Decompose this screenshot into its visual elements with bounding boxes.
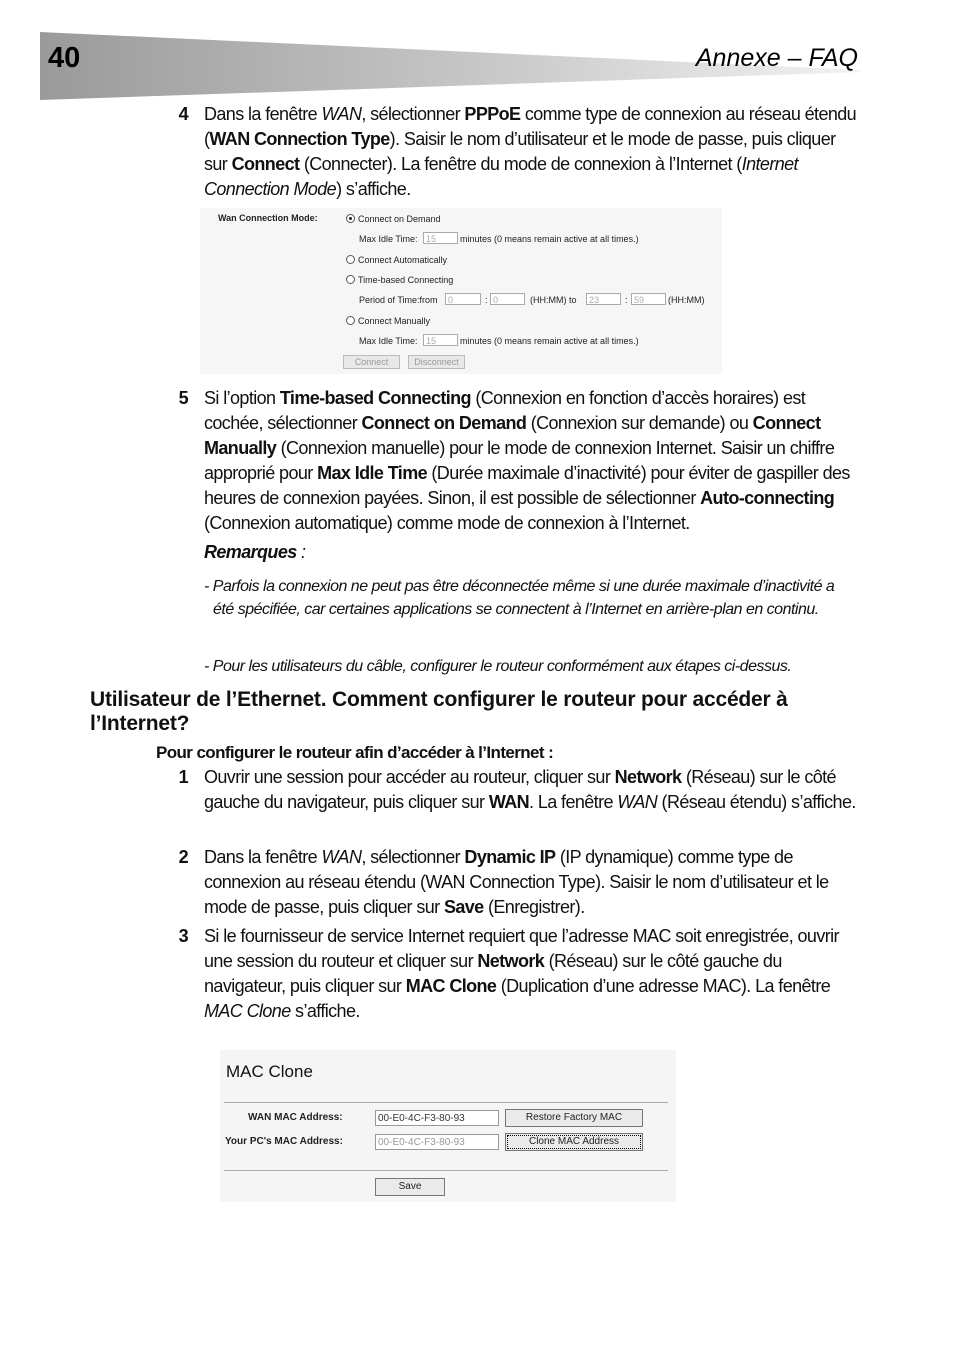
remark-note-2: - Pour les utilisateurs du câble, configurer le routeur conformément aux étapes ci-dessus. xyxy=(204,658,792,675)
colon: : xyxy=(625,295,628,305)
step-number: 4 xyxy=(178,104,188,124)
remark-note-1: - Parfois la connexion ne peut pas être déconnectée même si une durée maximale d’inactivité a été spécifiée, car certaines applications se connectent à l’Internet en arrière-plan en continu. xyxy=(204,578,835,618)
page-header-title: Annexe – FAQ xyxy=(695,44,858,72)
ethernet-step-3-text: Si le fournisseur de service Internet requiert que l’adresse MAC soit enregistrée, ouvrir une session du routeur et cliquer sur Network (Réseau) sur le côté gauche du navigateur, puis cliquer sur MAC Clone (Duplication d’une adresse MAC). La fenêtre MAC Clone s’affiche. xyxy=(204,926,839,1021)
save-button[interactable]: Save xyxy=(375,1178,445,1196)
step-number: 5 xyxy=(178,388,188,408)
wan-mode-label: Wan Connection Mode: xyxy=(218,213,318,223)
mac-clone-title: MAC Clone xyxy=(226,1062,313,1081)
connect-button[interactable]: Connect xyxy=(343,355,400,369)
hhmm-to-label: (HH:MM) to xyxy=(530,295,577,305)
ethernet-step-2-text: Dans la fenêtre WAN, sélectionner Dynamic IP (IP dynamique) comme type de connexion au réseau étendu (WAN Connection Type). Saisir le nom d’utilisateur et le mode de passe, puis cliquer sur Save (Enregistrer). xyxy=(204,847,829,917)
hhmm-label: (HH:MM) xyxy=(668,295,705,305)
mac-clone-panel xyxy=(220,1050,676,1202)
to-hour-input[interactable]: 23 xyxy=(586,293,621,305)
radio-connect-manually[interactable]: Connect Manually xyxy=(346,315,430,326)
pc-mac-label: Your PC's MAC Address: xyxy=(225,1136,343,1147)
remarks-title: Remarques : xyxy=(204,542,306,562)
radio-icon xyxy=(346,316,355,325)
max-idle-input-1[interactable]: 15 xyxy=(423,232,458,244)
section-heading: Utilisateur de l’Ethernet. Comment configurer le routeur pour accéder à l’Internet? xyxy=(90,688,788,735)
wan-connection-mode-panel xyxy=(200,208,722,374)
colon: : xyxy=(485,295,488,305)
radio-selected-icon xyxy=(346,214,355,223)
max-idle-label: Max Idle Time: xyxy=(359,234,418,244)
divider xyxy=(224,1102,668,1103)
step-5-text: Si l’option Time-based Connecting (Connexion en fonction d’accès horaires) est cochée, sélectionner Connect on Demand (Connexion sur demande) ou Connect Manually (Connexion manuelle) pour le mode de connexion Internet. Saisir un chiffre approprié pour Max Idle Time (Durée maximale d’inactivité) pour éviter de gaspiller des heures de connexion payées. Sinon, il est possible de sélectionner Auto-connecting (Connexion automatique) comme mode de connexion à l’Internet. xyxy=(204,388,850,533)
ethernet-step-1-text: Ouvrir une session pour accéder au routeur, cliquer sur Network (Réseau) sur le côté gauche du navigateur, puis cliquer sur WAN. La fenêtre WAN (Réseau étendu) s’affiche. xyxy=(204,767,856,812)
radio-icon xyxy=(346,275,355,284)
step-number: 2 xyxy=(178,847,188,867)
wan-mac-label: WAN MAC Address: xyxy=(248,1112,343,1123)
radio-icon xyxy=(346,255,355,264)
step-number: 3 xyxy=(178,926,188,946)
minutes-note: minutes (0 means remain active at all times.) xyxy=(460,234,639,244)
radio-time-based[interactable]: Time-based Connecting xyxy=(346,274,453,285)
pc-mac-input[interactable]: 00-E0-4C-F3-80-93 xyxy=(375,1134,499,1150)
radio-connect-on-demand[interactable]: Connect on Demand xyxy=(346,213,441,224)
step-number: 1 xyxy=(178,767,188,787)
period-label: Period of Time:from xyxy=(359,295,438,305)
minutes-note: minutes (0 means remain active at all times.) xyxy=(460,336,639,346)
wan-mac-input[interactable]: 00-E0-4C-F3-80-93 xyxy=(375,1110,499,1126)
restore-factory-mac-button[interactable]: Restore Factory MAC xyxy=(505,1109,643,1127)
from-minute-input[interactable]: 0 xyxy=(490,293,525,305)
clone-mac-address-button[interactable]: Clone MAC Address xyxy=(505,1133,643,1151)
section-subheading: Pour configurer le routeur afin d’accéder à l’Internet : xyxy=(156,743,554,762)
divider xyxy=(224,1170,668,1171)
to-minute-input[interactable]: 59 xyxy=(631,293,666,305)
page-number: 40 xyxy=(48,42,81,74)
max-idle-label: Max Idle Time: xyxy=(359,336,418,346)
disconnect-button[interactable]: Disconnect xyxy=(408,355,465,369)
step-4-text: Dans la fenêtre WAN, sélectionner PPPoE comme type de connexion au réseau étendu (WAN Connection Type). Saisir le nom d’utilisateur et le mode de passe, puis cliquer sur Connect (Connecter). La fenêtre du mode de connexion à l’Internet (Internet Connection Mode) s’affiche. xyxy=(204,104,857,199)
radio-connect-automatically[interactable]: Connect Automatically xyxy=(346,254,447,265)
max-idle-input-2[interactable]: 15 xyxy=(423,334,458,346)
from-hour-input[interactable]: 0 xyxy=(445,293,481,305)
